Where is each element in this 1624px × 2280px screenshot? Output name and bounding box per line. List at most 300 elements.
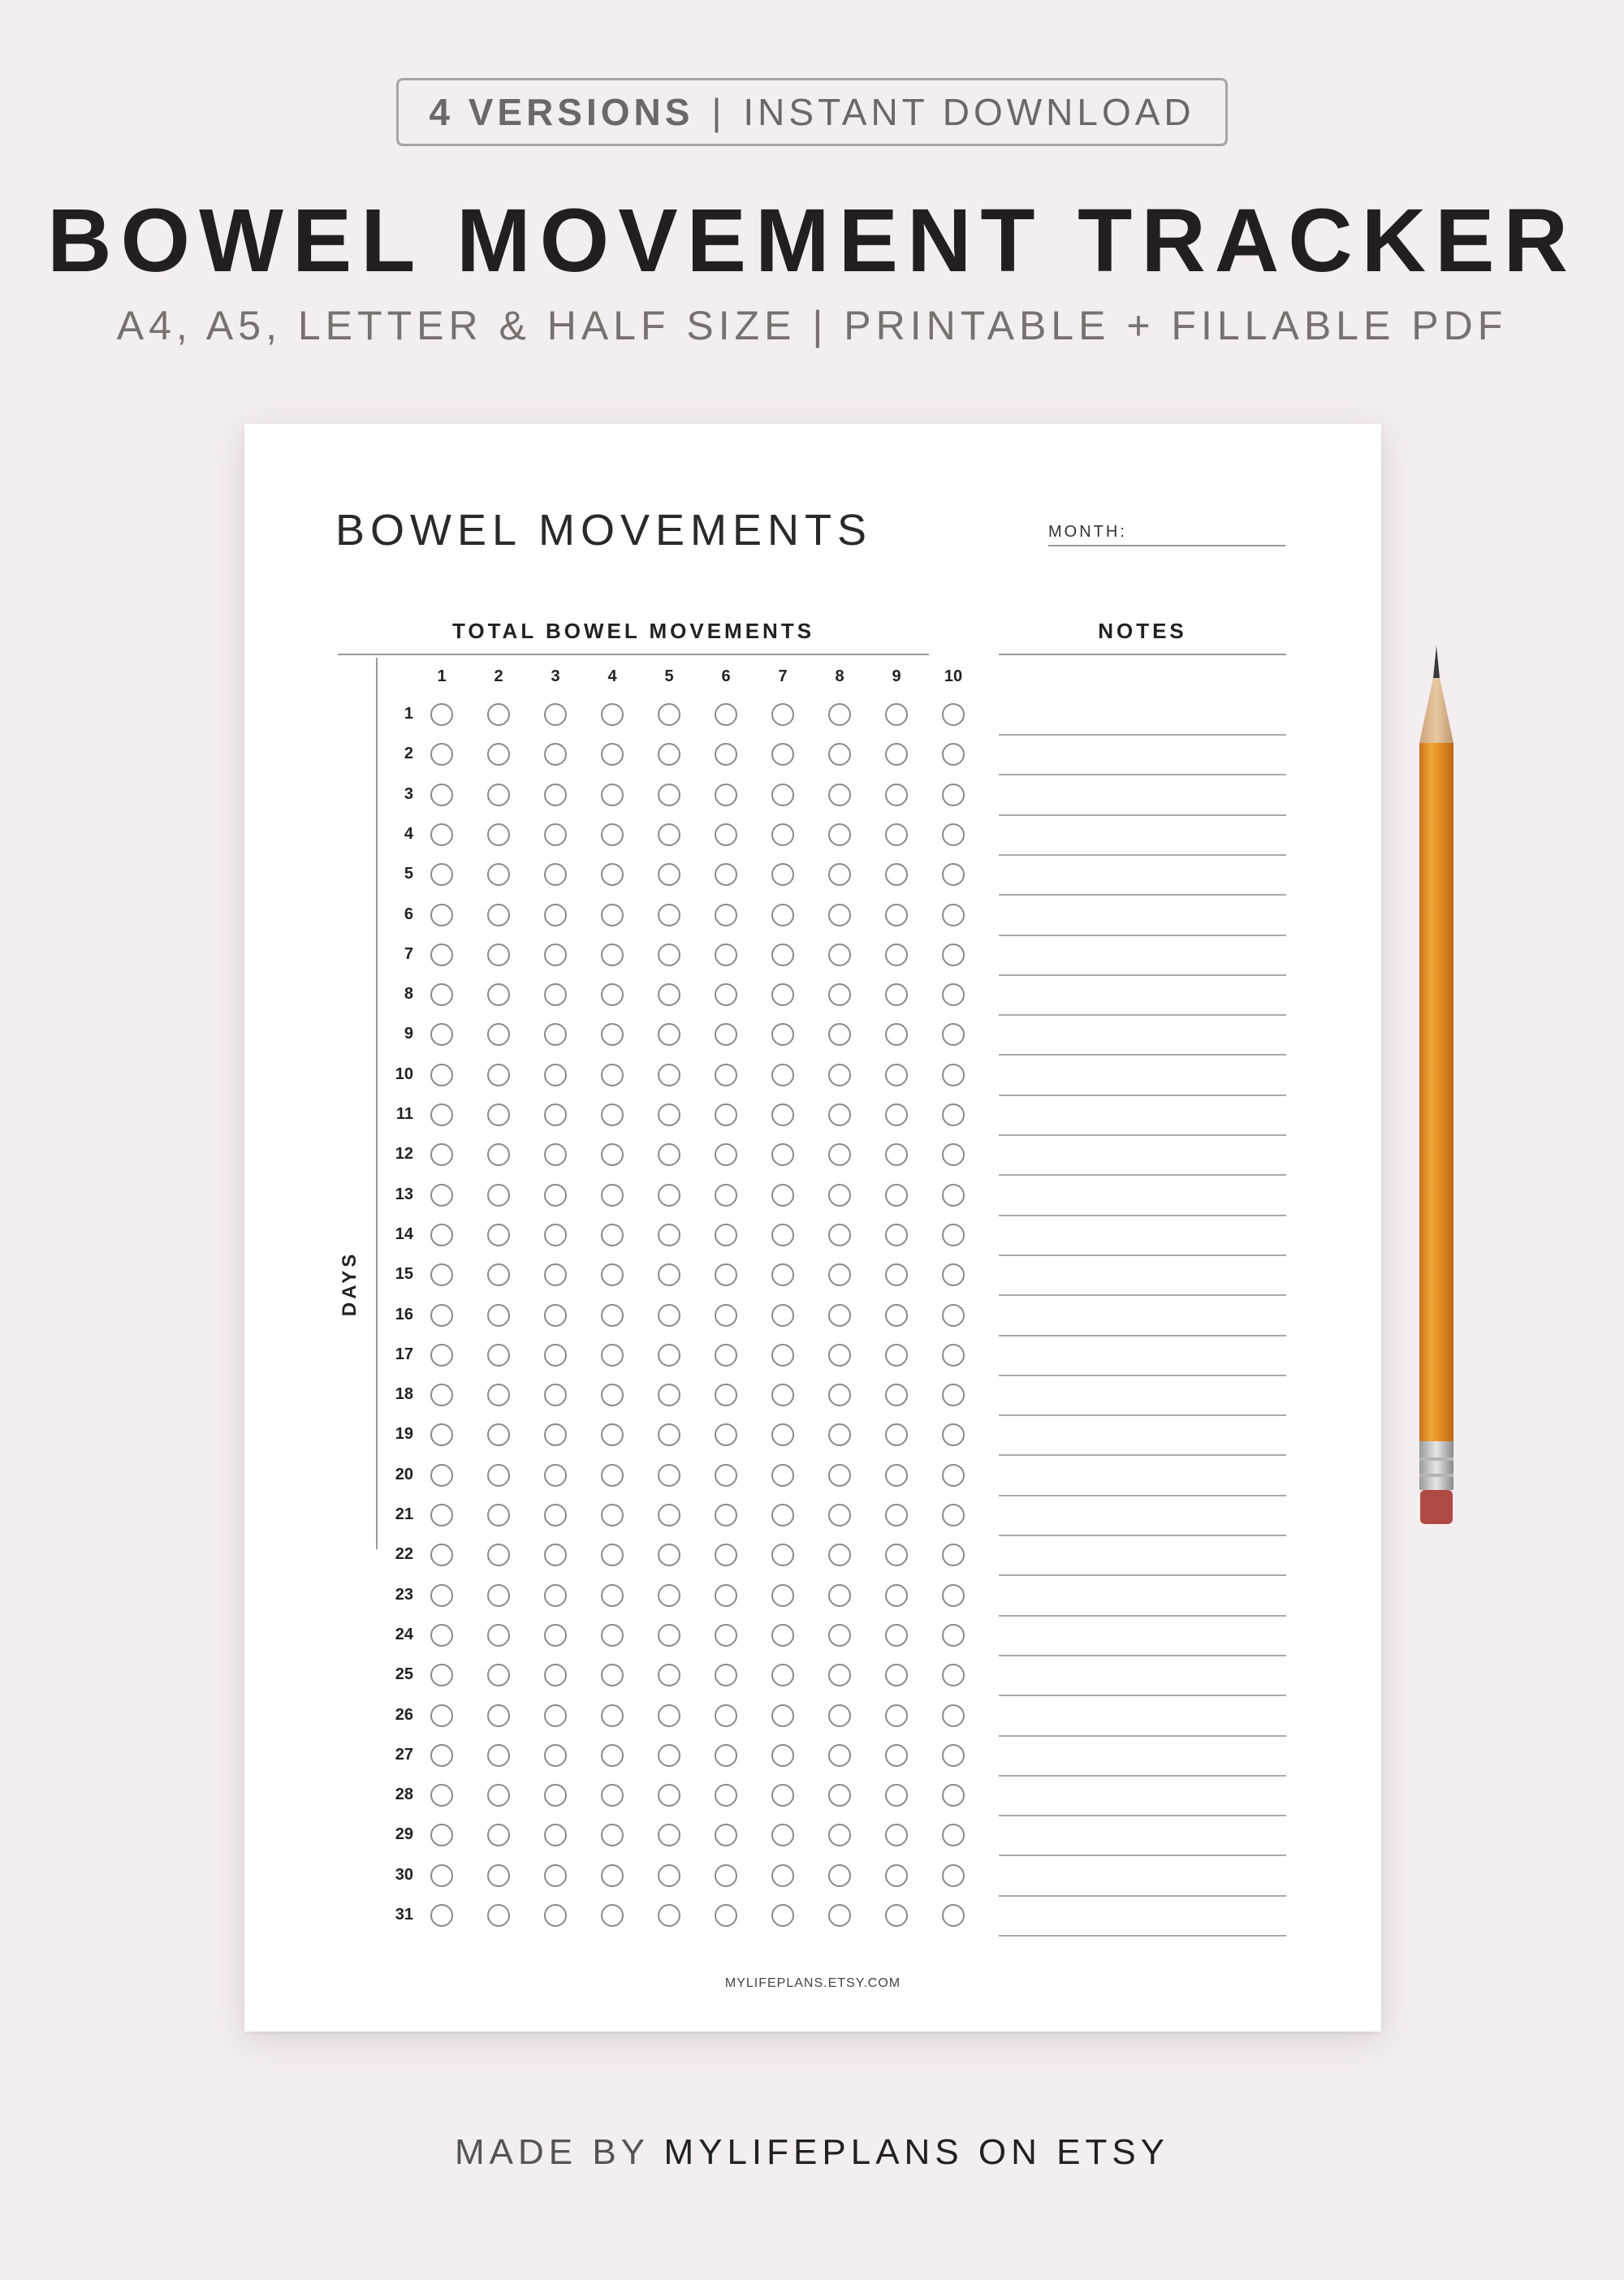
tracker-circle[interactable] xyxy=(487,1184,510,1207)
tracker-circle[interactable] xyxy=(828,1344,851,1367)
tracker-circle[interactable] xyxy=(487,1263,510,1286)
tracker-circle[interactable] xyxy=(828,1263,851,1286)
tracker-circle[interactable] xyxy=(715,1624,737,1647)
tracker-circle[interactable] xyxy=(828,1224,851,1246)
tracker-circle[interactable] xyxy=(487,1464,510,1487)
notes-line[interactable] xyxy=(999,774,1286,775)
tracker-circle[interactable] xyxy=(601,1023,624,1046)
tracker-circle[interactable] xyxy=(828,743,851,766)
tracker-circle[interactable] xyxy=(828,703,851,726)
tracker-circle[interactable] xyxy=(430,1664,453,1686)
tracker-circle[interactable] xyxy=(828,904,851,926)
tracker-circle[interactable] xyxy=(430,1224,453,1246)
tracker-circle[interactable] xyxy=(715,823,737,846)
tracker-circle[interactable] xyxy=(430,1784,453,1807)
tracker-circle[interactable] xyxy=(942,1504,965,1526)
tracker-circle[interactable] xyxy=(658,1023,680,1046)
tracker-circle[interactable] xyxy=(828,1184,851,1207)
notes-line[interactable] xyxy=(999,1454,1286,1456)
tracker-circle[interactable] xyxy=(544,1744,567,1767)
tracker-circle[interactable] xyxy=(658,703,680,726)
tracker-circle[interactable] xyxy=(715,1464,737,1487)
tracker-circle[interactable] xyxy=(885,904,908,926)
tracker-circle[interactable] xyxy=(885,1143,908,1166)
tracker-circle[interactable] xyxy=(487,983,510,1006)
tracker-circle[interactable] xyxy=(715,743,737,766)
tracker-circle[interactable] xyxy=(544,743,567,766)
tracker-circle[interactable] xyxy=(771,784,794,806)
tracker-circle[interactable] xyxy=(828,1064,851,1086)
tracker-circle[interactable] xyxy=(544,1103,567,1126)
tracker-circle[interactable] xyxy=(487,823,510,846)
tracker-circle[interactable] xyxy=(601,1143,624,1166)
tracker-circle[interactable] xyxy=(715,1824,737,1846)
tracker-circle[interactable] xyxy=(430,1904,453,1927)
tracker-circle[interactable] xyxy=(885,1464,908,1487)
tracker-circle[interactable] xyxy=(942,1704,965,1727)
tracker-circle[interactable] xyxy=(601,1464,624,1487)
tracker-circle[interactable] xyxy=(601,944,624,966)
tracker-circle[interactable] xyxy=(601,1504,624,1526)
tracker-circle[interactable] xyxy=(544,1864,567,1887)
notes-line[interactable] xyxy=(999,1095,1286,1096)
tracker-circle[interactable] xyxy=(885,1664,908,1686)
tracker-circle[interactable] xyxy=(430,784,453,806)
tracker-circle[interactable] xyxy=(601,1704,624,1727)
tracker-circle[interactable] xyxy=(885,1784,908,1807)
notes-line[interactable] xyxy=(999,814,1286,816)
tracker-circle[interactable] xyxy=(885,983,908,1006)
tracker-circle[interactable] xyxy=(828,1544,851,1566)
tracker-circle[interactable] xyxy=(430,1304,453,1327)
tracker-circle[interactable] xyxy=(942,1624,965,1647)
tracker-circle[interactable] xyxy=(487,1504,510,1526)
tracker-circle[interactable] xyxy=(658,1504,680,1526)
tracker-circle[interactable] xyxy=(544,863,567,886)
tracker-circle[interactable] xyxy=(771,1023,794,1046)
notes-line[interactable] xyxy=(999,1174,1286,1176)
tracker-circle[interactable] xyxy=(828,1824,851,1846)
tracker-circle[interactable] xyxy=(544,1824,567,1846)
tracker-circle[interactable] xyxy=(544,983,567,1006)
tracker-circle[interactable] xyxy=(487,703,510,726)
tracker-circle[interactable] xyxy=(942,1544,965,1566)
tracker-circle[interactable] xyxy=(601,1304,624,1327)
tracker-circle[interactable] xyxy=(430,703,453,726)
tracker-circle[interactable] xyxy=(885,1064,908,1086)
tracker-circle[interactable] xyxy=(942,743,965,766)
tracker-circle[interactable] xyxy=(771,1864,794,1887)
tracker-circle[interactable] xyxy=(885,1744,908,1767)
tracker-circle[interactable] xyxy=(544,1143,567,1166)
tracker-circle[interactable] xyxy=(487,944,510,966)
tracker-circle[interactable] xyxy=(487,1824,510,1846)
tracker-circle[interactable] xyxy=(885,1624,908,1647)
tracker-circle[interactable] xyxy=(771,1384,794,1406)
tracker-circle[interactable] xyxy=(487,1744,510,1767)
notes-line[interactable] xyxy=(999,1855,1286,1856)
tracker-circle[interactable] xyxy=(658,1384,680,1406)
tracker-circle[interactable] xyxy=(430,1744,453,1767)
tracker-circle[interactable] xyxy=(658,983,680,1006)
tracker-circle[interactable] xyxy=(885,1224,908,1246)
tracker-circle[interactable] xyxy=(601,1544,624,1566)
tracker-circle[interactable] xyxy=(430,743,453,766)
tracker-circle[interactable] xyxy=(885,703,908,726)
tracker-circle[interactable] xyxy=(430,1143,453,1166)
tracker-circle[interactable] xyxy=(942,784,965,806)
tracker-circle[interactable] xyxy=(771,1184,794,1207)
tracker-circle[interactable] xyxy=(544,1704,567,1727)
tracker-circle[interactable] xyxy=(487,1904,510,1927)
tracker-circle[interactable] xyxy=(715,1904,737,1927)
tracker-circle[interactable] xyxy=(658,1544,680,1566)
tracker-circle[interactable] xyxy=(544,1064,567,1086)
tracker-circle[interactable] xyxy=(430,1263,453,1286)
tracker-circle[interactable] xyxy=(942,1784,965,1807)
tracker-circle[interactable] xyxy=(544,1344,567,1367)
notes-line[interactable] xyxy=(999,1815,1286,1816)
tracker-circle[interactable] xyxy=(885,1584,908,1607)
tracker-circle[interactable] xyxy=(828,1384,851,1406)
tracker-circle[interactable] xyxy=(942,1423,965,1446)
tracker-circle[interactable] xyxy=(601,1423,624,1446)
tracker-circle[interactable] xyxy=(601,1224,624,1246)
notes-line[interactable] xyxy=(999,1615,1286,1617)
tracker-circle[interactable] xyxy=(601,1824,624,1846)
tracker-circle[interactable] xyxy=(430,1423,453,1446)
tracker-circle[interactable] xyxy=(828,983,851,1006)
tracker-circle[interactable] xyxy=(715,863,737,886)
tracker-circle[interactable] xyxy=(430,983,453,1006)
tracker-circle[interactable] xyxy=(942,1664,965,1686)
tracker-circle[interactable] xyxy=(658,784,680,806)
tracker-circle[interactable] xyxy=(771,904,794,926)
tracker-circle[interactable] xyxy=(487,1304,510,1327)
tracker-circle[interactable] xyxy=(544,1904,567,1927)
tracker-circle[interactable] xyxy=(771,1423,794,1446)
tracker-circle[interactable] xyxy=(828,1103,851,1126)
notes-line[interactable] xyxy=(999,1495,1286,1496)
tracker-circle[interactable] xyxy=(771,863,794,886)
tracker-circle[interactable] xyxy=(601,1064,624,1086)
tracker-circle[interactable] xyxy=(601,703,624,726)
tracker-circle[interactable] xyxy=(715,1344,737,1367)
tracker-circle[interactable] xyxy=(885,944,908,966)
tracker-circle[interactable] xyxy=(544,1584,567,1607)
tracker-circle[interactable] xyxy=(601,904,624,926)
tracker-circle[interactable] xyxy=(942,1023,965,1046)
tracker-circle[interactable] xyxy=(658,823,680,846)
tracker-circle[interactable] xyxy=(601,1744,624,1767)
tracker-circle[interactable] xyxy=(601,863,624,886)
tracker-circle[interactable] xyxy=(771,1784,794,1807)
tracker-circle[interactable] xyxy=(885,1023,908,1046)
tracker-circle[interactable] xyxy=(487,1143,510,1166)
tracker-circle[interactable] xyxy=(715,944,737,966)
tracker-circle[interactable] xyxy=(430,1103,453,1126)
notes-line[interactable] xyxy=(999,1294,1286,1296)
tracker-circle[interactable] xyxy=(771,1504,794,1526)
tracker-circle[interactable] xyxy=(544,1184,567,1207)
tracker-circle[interactable] xyxy=(715,1544,737,1566)
tracker-circle[interactable] xyxy=(942,1824,965,1846)
tracker-circle[interactable] xyxy=(601,823,624,846)
notes-line[interactable] xyxy=(999,1935,1286,1937)
tracker-circle[interactable] xyxy=(942,863,965,886)
tracker-circle[interactable] xyxy=(430,1824,453,1846)
tracker-circle[interactable] xyxy=(658,1464,680,1487)
tracker-circle[interactable] xyxy=(658,743,680,766)
tracker-circle[interactable] xyxy=(771,1584,794,1607)
tracker-circle[interactable] xyxy=(771,983,794,1006)
tracker-circle[interactable] xyxy=(658,1664,680,1686)
tracker-circle[interactable] xyxy=(828,944,851,966)
tracker-circle[interactable] xyxy=(544,1664,567,1686)
tracker-circle[interactable] xyxy=(430,1704,453,1727)
tracker-circle[interactable] xyxy=(828,863,851,886)
tracker-circle[interactable] xyxy=(885,1704,908,1727)
tracker-circle[interactable] xyxy=(544,944,567,966)
tracker-circle[interactable] xyxy=(601,1584,624,1607)
tracker-circle[interactable] xyxy=(487,1864,510,1887)
tracker-circle[interactable] xyxy=(885,863,908,886)
tracker-circle[interactable] xyxy=(942,1344,965,1367)
tracker-circle[interactable] xyxy=(942,1103,965,1126)
tracker-circle[interactable] xyxy=(771,1624,794,1647)
tracker-circle[interactable] xyxy=(430,1464,453,1487)
tracker-circle[interactable] xyxy=(715,904,737,926)
tracker-circle[interactable] xyxy=(771,1824,794,1846)
tracker-circle[interactable] xyxy=(601,1664,624,1686)
tracker-circle[interactable] xyxy=(828,784,851,806)
tracker-circle[interactable] xyxy=(430,1624,453,1647)
tracker-circle[interactable] xyxy=(771,1904,794,1927)
tracker-circle[interactable] xyxy=(715,1224,737,1246)
tracker-circle[interactable] xyxy=(715,1304,737,1327)
tracker-circle[interactable] xyxy=(942,983,965,1006)
tracker-circle[interactable] xyxy=(828,1023,851,1046)
tracker-circle[interactable] xyxy=(544,1504,567,1526)
tracker-circle[interactable] xyxy=(487,1624,510,1647)
notes-line[interactable] xyxy=(999,1254,1286,1256)
tracker-circle[interactable] xyxy=(658,1344,680,1367)
tracker-circle[interactable] xyxy=(430,1184,453,1207)
tracker-circle[interactable] xyxy=(544,1304,567,1327)
tracker-circle[interactable] xyxy=(487,1224,510,1246)
month-field[interactable]: MONTH: xyxy=(1048,523,1285,546)
tracker-circle[interactable] xyxy=(715,1143,737,1166)
tracker-circle[interactable] xyxy=(487,1584,510,1607)
tracker-circle[interactable] xyxy=(487,743,510,766)
tracker-circle[interactable] xyxy=(885,743,908,766)
tracker-circle[interactable] xyxy=(601,1263,624,1286)
tracker-circle[interactable] xyxy=(601,1864,624,1887)
tracker-circle[interactable] xyxy=(885,1304,908,1327)
tracker-circle[interactable] xyxy=(885,784,908,806)
tracker-circle[interactable] xyxy=(828,1704,851,1727)
tracker-circle[interactable] xyxy=(942,944,965,966)
notes-line[interactable] xyxy=(999,1215,1286,1216)
tracker-circle[interactable] xyxy=(430,1504,453,1526)
tracker-circle[interactable] xyxy=(544,1224,567,1246)
tracker-circle[interactable] xyxy=(771,703,794,726)
tracker-circle[interactable] xyxy=(601,1344,624,1367)
tracker-circle[interactable] xyxy=(942,1263,965,1286)
tracker-circle[interactable] xyxy=(487,1023,510,1046)
notes-line[interactable] xyxy=(999,1735,1286,1737)
tracker-circle[interactable] xyxy=(658,1423,680,1446)
notes-line[interactable] xyxy=(999,1335,1286,1336)
tracker-circle[interactable] xyxy=(601,1624,624,1647)
tracker-circle[interactable] xyxy=(885,1263,908,1286)
notes-line[interactable] xyxy=(999,1895,1286,1897)
tracker-circle[interactable] xyxy=(715,1384,737,1406)
tracker-circle[interactable] xyxy=(771,1224,794,1246)
tracker-circle[interactable] xyxy=(828,1423,851,1446)
tracker-circle[interactable] xyxy=(771,1544,794,1566)
tracker-circle[interactable] xyxy=(487,1664,510,1686)
tracker-circle[interactable] xyxy=(487,1064,510,1086)
tracker-circle[interactable] xyxy=(430,904,453,926)
tracker-circle[interactable] xyxy=(942,1864,965,1887)
tracker-circle[interactable] xyxy=(715,1423,737,1446)
tracker-circle[interactable] xyxy=(601,1184,624,1207)
tracker-circle[interactable] xyxy=(544,703,567,726)
tracker-circle[interactable] xyxy=(430,1864,453,1887)
tracker-circle[interactable] xyxy=(828,1504,851,1526)
tracker-circle[interactable] xyxy=(715,1184,737,1207)
tracker-circle[interactable] xyxy=(715,1064,737,1086)
tracker-circle[interactable] xyxy=(487,1344,510,1367)
tracker-circle[interactable] xyxy=(658,1184,680,1207)
tracker-circle[interactable] xyxy=(885,1344,908,1367)
tracker-circle[interactable] xyxy=(544,1464,567,1487)
notes-line[interactable] xyxy=(999,1695,1286,1696)
tracker-circle[interactable] xyxy=(601,784,624,806)
tracker-circle[interactable] xyxy=(658,1143,680,1166)
tracker-circle[interactable] xyxy=(658,1784,680,1807)
tracker-circle[interactable] xyxy=(487,1784,510,1807)
tracker-circle[interactable] xyxy=(658,1064,680,1086)
tracker-circle[interactable] xyxy=(658,1904,680,1927)
tracker-circle[interactable] xyxy=(942,1304,965,1327)
tracker-circle[interactable] xyxy=(487,1704,510,1727)
tracker-circle[interactable] xyxy=(828,1784,851,1807)
notes-line[interactable] xyxy=(999,1574,1286,1576)
tracker-circle[interactable] xyxy=(771,1344,794,1367)
notes-line[interactable] xyxy=(999,1054,1286,1056)
tracker-circle[interactable] xyxy=(658,1624,680,1647)
tracker-circle[interactable] xyxy=(430,1584,453,1607)
tracker-circle[interactable] xyxy=(658,863,680,886)
tracker-circle[interactable] xyxy=(601,983,624,1006)
tracker-circle[interactable] xyxy=(715,1784,737,1807)
tracker-circle[interactable] xyxy=(715,1103,737,1126)
tracker-circle[interactable] xyxy=(885,1504,908,1526)
tracker-circle[interactable] xyxy=(771,743,794,766)
notes-line[interactable] xyxy=(999,854,1286,856)
tracker-circle[interactable] xyxy=(715,1504,737,1526)
tracker-circle[interactable] xyxy=(544,904,567,926)
tracker-circle[interactable] xyxy=(942,1224,965,1246)
tracker-circle[interactable] xyxy=(715,1263,737,1286)
tracker-circle[interactable] xyxy=(828,1744,851,1767)
tracker-circle[interactable] xyxy=(658,1744,680,1767)
tracker-circle[interactable] xyxy=(544,1784,567,1807)
tracker-circle[interactable] xyxy=(430,863,453,886)
tracker-circle[interactable] xyxy=(658,1704,680,1727)
tracker-circle[interactable] xyxy=(601,743,624,766)
tracker-circle[interactable] xyxy=(544,1023,567,1046)
tracker-circle[interactable] xyxy=(658,1304,680,1327)
tracker-circle[interactable] xyxy=(828,1864,851,1887)
tracker-circle[interactable] xyxy=(942,703,965,726)
notes-line[interactable] xyxy=(999,935,1286,936)
tracker-circle[interactable] xyxy=(544,1624,567,1647)
tracker-circle[interactable] xyxy=(601,1904,624,1927)
tracker-circle[interactable] xyxy=(601,1784,624,1807)
tracker-circle[interactable] xyxy=(771,1464,794,1487)
notes-line[interactable] xyxy=(999,1414,1286,1416)
tracker-circle[interactable] xyxy=(885,1423,908,1446)
tracker-circle[interactable] xyxy=(885,823,908,846)
tracker-circle[interactable] xyxy=(658,1824,680,1846)
tracker-circle[interactable] xyxy=(942,1904,965,1927)
tracker-circle[interactable] xyxy=(658,1224,680,1246)
tracker-circle[interactable] xyxy=(430,1064,453,1086)
tracker-circle[interactable] xyxy=(487,863,510,886)
tracker-circle[interactable] xyxy=(544,1544,567,1566)
tracker-circle[interactable] xyxy=(885,1864,908,1887)
tracker-circle[interactable] xyxy=(487,1423,510,1446)
tracker-circle[interactable] xyxy=(885,1384,908,1406)
tracker-circle[interactable] xyxy=(828,1584,851,1607)
tracker-circle[interactable] xyxy=(828,1464,851,1487)
tracker-circle[interactable] xyxy=(885,1824,908,1846)
tracker-circle[interactable] xyxy=(715,1023,737,1046)
tracker-circle[interactable] xyxy=(715,1584,737,1607)
tracker-circle[interactable] xyxy=(430,1023,453,1046)
tracker-circle[interactable] xyxy=(942,1584,965,1607)
tracker-circle[interactable] xyxy=(771,1304,794,1327)
tracker-circle[interactable] xyxy=(544,1423,567,1446)
tracker-circle[interactable] xyxy=(885,1184,908,1207)
tracker-circle[interactable] xyxy=(942,823,965,846)
tracker-circle[interactable] xyxy=(771,823,794,846)
tracker-circle[interactable] xyxy=(771,1103,794,1126)
notes-line[interactable] xyxy=(999,734,1286,736)
tracker-circle[interactable] xyxy=(942,1464,965,1487)
tracker-circle[interactable] xyxy=(828,1304,851,1327)
tracker-circle[interactable] xyxy=(942,1184,965,1207)
tracker-circle[interactable] xyxy=(942,1064,965,1086)
tracker-circle[interactable] xyxy=(771,1664,794,1686)
tracker-circle[interactable] xyxy=(715,1704,737,1727)
tracker-circle[interactable] xyxy=(544,784,567,806)
tracker-circle[interactable] xyxy=(715,1744,737,1767)
tracker-circle[interactable] xyxy=(715,784,737,806)
tracker-circle[interactable] xyxy=(715,1664,737,1686)
tracker-circle[interactable] xyxy=(487,1103,510,1126)
tracker-circle[interactable] xyxy=(544,1263,567,1286)
tracker-circle[interactable] xyxy=(771,1704,794,1727)
tracker-circle[interactable] xyxy=(430,1344,453,1367)
tracker-circle[interactable] xyxy=(430,823,453,846)
tracker-circle[interactable] xyxy=(771,1263,794,1286)
tracker-circle[interactable] xyxy=(828,1904,851,1927)
notes-line[interactable] xyxy=(999,1014,1286,1016)
